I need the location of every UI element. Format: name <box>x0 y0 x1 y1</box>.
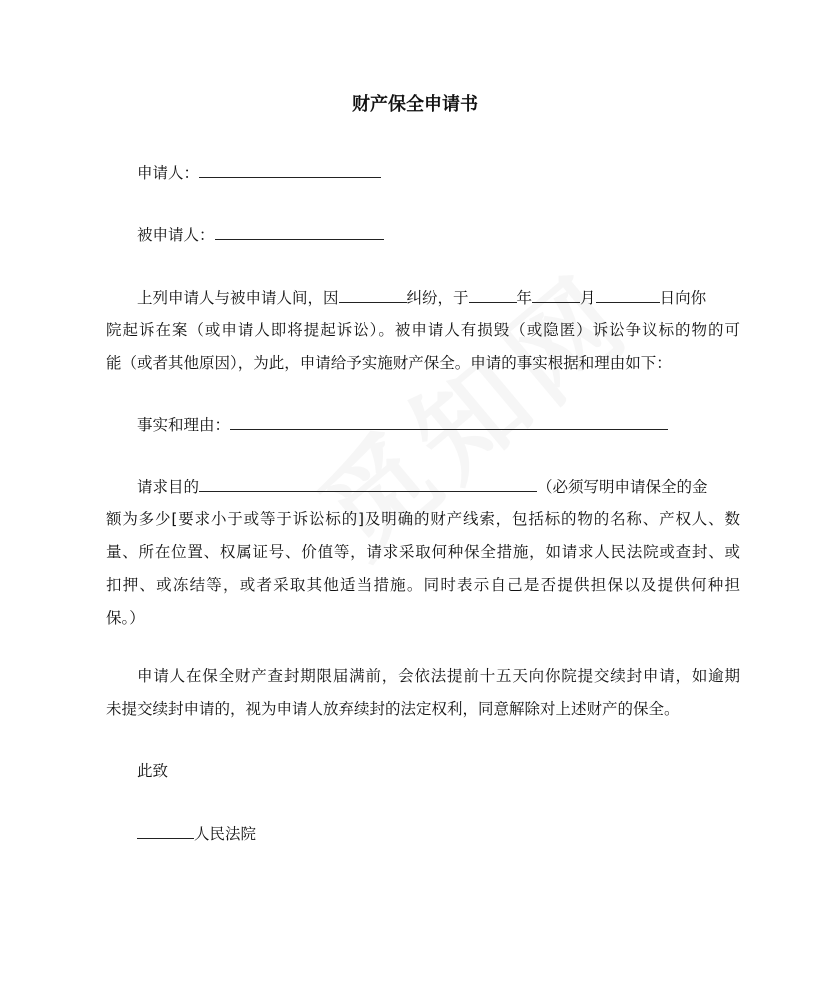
watermark <box>281 233 658 585</box>
applicant-line <box>137 162 381 183</box>
court-line <box>137 823 256 844</box>
court-suffix: 人民法院 <box>194 825 257 843</box>
document-title: 财产保全申请书 <box>352 94 478 115</box>
court-blank[interactable] <box>137 823 194 839</box>
text: 年 <box>516 289 533 307</box>
facts-label: 事实和理由： <box>137 416 231 434</box>
month-blank[interactable] <box>532 287 580 303</box>
day-blank[interactable] <box>596 287 660 303</box>
text: 日向你 <box>659 289 707 307</box>
text: 请求目的 <box>137 478 200 496</box>
para1-line3: 能（或者其他原因），为此，申请给予实施财产保全。申请的事实根据和理由如下： <box>106 354 672 372</box>
applicant-blank[interactable] <box>199 162 381 178</box>
para2-line1 <box>137 476 708 497</box>
para2-line2: 额为多少[要求小于或等于诉讼标的]及明确的财产线索，包括标的物的名称、产权人、数 <box>106 510 740 528</box>
facts-blank[interactable] <box>230 414 668 430</box>
text: 上列申请人与被申请人间，因 <box>137 289 339 307</box>
para3-line2: 未提交续封申请的，视为申请人放弃续封的法定权利，同意解除对上述财产的保全。 <box>106 700 680 718</box>
para3-line1: 申请人在保全财产查封期限届满前，会依法提前十五天向你院提交续封申请，如逾期 <box>137 667 740 685</box>
respondent-blank[interactable] <box>215 224 384 240</box>
para2-line3: 量、所在位置、权属证号、价值等，请求采取何种保全措施，如请求人民法院或查封、或 <box>106 543 740 561</box>
text: 月 <box>580 289 596 307</box>
dispute-blank[interactable] <box>339 287 407 303</box>
para1-line2: 院起诉在案（或申请人即将提起诉讼）。被申请人有损毁（或隐匿）诉讼争议标的物的可 <box>106 321 740 339</box>
para2-line4: 扣押、或冻结等，或者采取其他适当措施。同时表示自己是否提供担保以及提供何种担 <box>106 576 740 594</box>
year-blank[interactable] <box>469 287 517 303</box>
text: 纠纷，于 <box>406 289 469 307</box>
applicant-label: 申请人： <box>137 164 200 182</box>
purpose-blank[interactable] <box>199 476 537 492</box>
respondent-label: 被申请人： <box>137 226 215 244</box>
para2-line5: 保。） <box>106 609 145 627</box>
respondent-line <box>137 224 384 245</box>
text: （必须写明申请保全的金 <box>537 478 708 496</box>
facts-line <box>137 414 668 435</box>
closing: 此致 <box>137 762 169 780</box>
para1-line1 <box>137 287 706 308</box>
